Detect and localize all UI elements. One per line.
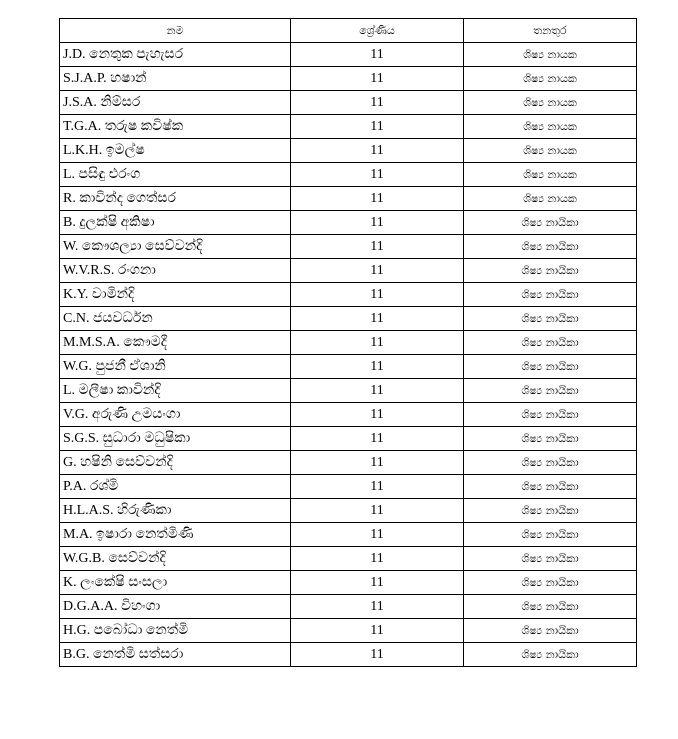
- name-cell: P.A. රශ්මි: [60, 475, 291, 499]
- table-row: [60, 523, 637, 547]
- name-cell: K.Y. වාමින්දි: [60, 283, 291, 307]
- table-row: [60, 283, 637, 307]
- position-cell: ශිෂ්‍ය නායිකා: [464, 595, 637, 619]
- position-cell: ශිෂ්‍ය නායක: [464, 187, 637, 211]
- grade-cell: 11: [291, 259, 464, 283]
- grade-cell: 11: [291, 475, 464, 499]
- name-cell: M.A. ඉෂාරා නෙත්මිණි: [60, 523, 291, 547]
- name-cell: R. කාවින්ද ගෙත්සර: [60, 187, 291, 211]
- name-cell: W.V.R.S. රංගනා: [60, 259, 291, 283]
- name-cell: J.S.A. නිම්සර: [60, 91, 291, 115]
- table-row: [60, 43, 637, 67]
- position-cell: ශිෂ්‍ය නායිකා: [464, 379, 637, 403]
- position-cell: ශිෂ්‍ය නායක: [464, 139, 637, 163]
- name-cell: S.G.S. සුධාරා මධුෂිකා: [60, 427, 291, 451]
- name-cell: C.N. ජයවර්ධන: [60, 307, 291, 331]
- table-row: [60, 475, 637, 499]
- grade-cell: 11: [291, 331, 464, 355]
- column-header-position: තනතුර: [464, 19, 637, 43]
- grade-cell: 11: [291, 235, 464, 259]
- position-cell: ශිෂ්‍ය නායිකා: [464, 571, 637, 595]
- table-row: [60, 307, 637, 331]
- position-cell: ශිෂ්‍ය නායිකා: [464, 259, 637, 283]
- name-cell: L.K.H. ඉමල්ෂ: [60, 139, 291, 163]
- table-row: [60, 331, 637, 355]
- table-header-row: [60, 19, 637, 43]
- grade-cell: 11: [291, 307, 464, 331]
- grade-cell: 11: [291, 499, 464, 523]
- table-row: [60, 571, 637, 595]
- grade-cell: 11: [291, 187, 464, 211]
- grade-cell: 11: [291, 523, 464, 547]
- grade-cell: 11: [291, 643, 464, 667]
- table-row: [60, 499, 637, 523]
- table-row: [60, 115, 637, 139]
- table-row: [60, 619, 637, 643]
- table-row: [60, 547, 637, 571]
- table-row: [60, 163, 637, 187]
- table-row: [60, 427, 637, 451]
- position-cell: ශිෂ්‍ය නායිකා: [464, 499, 637, 523]
- position-cell: ශිෂ්‍ය නායක: [464, 115, 637, 139]
- position-cell: ශිෂ්‍ය නායිකා: [464, 307, 637, 331]
- grade-cell: 11: [291, 163, 464, 187]
- grade-cell: 11: [291, 403, 464, 427]
- position-cell: ශිෂ්‍ය නායිකා: [464, 355, 637, 379]
- position-cell: ශිෂ්‍ය නායක: [464, 163, 637, 187]
- grade-cell: 11: [291, 427, 464, 451]
- table-row: [60, 235, 637, 259]
- position-cell: ශිෂ්‍ය නායිකා: [464, 427, 637, 451]
- name-cell: L. මලීෂා කාවින්දි: [60, 379, 291, 403]
- name-cell: H.G. පබෝධා නෙත්මි: [60, 619, 291, 643]
- table-row: [60, 211, 637, 235]
- grade-cell: 11: [291, 595, 464, 619]
- grade-cell: 11: [291, 379, 464, 403]
- position-cell: ශිෂ්‍ය නායක: [464, 43, 637, 67]
- grade-cell: 11: [291, 571, 464, 595]
- table-row: [60, 643, 637, 667]
- table-row: [60, 451, 637, 475]
- position-cell: ශිෂ්‍ය නායිකා: [464, 475, 637, 499]
- name-cell: G. හෂිනි සෙව්වන්දි: [60, 451, 291, 475]
- name-cell: M.M.S.A. කෞමදී: [60, 331, 291, 355]
- grade-cell: 11: [291, 67, 464, 91]
- table-row: [60, 91, 637, 115]
- name-cell: K. ලංකේෂි සංසලා: [60, 571, 291, 595]
- grade-cell: 11: [291, 355, 464, 379]
- grade-cell: 11: [291, 211, 464, 235]
- grade-cell: 11: [291, 451, 464, 475]
- position-cell: ශිෂ්‍ය නායිකා: [464, 283, 637, 307]
- grade-cell: 11: [291, 619, 464, 643]
- name-cell: H.L.A.S. හිරුණිකා: [60, 499, 291, 523]
- name-cell: S.J.A.P. හෂාන්: [60, 67, 291, 91]
- grade-cell: 11: [291, 115, 464, 139]
- table-body: [60, 43, 637, 667]
- position-cell: ශිෂ්‍ය නායිකා: [464, 451, 637, 475]
- name-cell: L. පසිඳු එරංග: [60, 163, 291, 187]
- student-leaders-table-container: [59, 18, 637, 667]
- position-cell: ශිෂ්‍ය නායිකා: [464, 523, 637, 547]
- grade-cell: 11: [291, 547, 464, 571]
- column-header-name: නම: [60, 19, 291, 43]
- position-cell: ශිෂ්‍ය නායක: [464, 67, 637, 91]
- position-cell: ශිෂ්‍ය නායිකා: [464, 619, 637, 643]
- position-cell: ශිෂ්‍ය නායිකා: [464, 403, 637, 427]
- name-cell: W.G. පුජනී ඒශානි: [60, 355, 291, 379]
- name-cell: W.G.B. සෙව්වන්දි: [60, 547, 291, 571]
- name-cell: J.D. නෙතුක පැහැසර: [60, 43, 291, 67]
- table-row: [60, 355, 637, 379]
- name-cell: T.G.A. තරුෂ කවිෂ්ක: [60, 115, 291, 139]
- name-cell: W. කෞශල්‍යා සෙව්වන්දි: [60, 235, 291, 259]
- position-cell: ශිෂ්‍ය නායිකා: [464, 643, 637, 667]
- column-header-grade: ශ්‍රේණිය: [291, 19, 464, 43]
- name-cell: D.G.A.A. විහංගා: [60, 595, 291, 619]
- table-row: [60, 259, 637, 283]
- table-row: [60, 139, 637, 163]
- table-row: [60, 595, 637, 619]
- position-cell: ශිෂ්‍ය නායක: [464, 91, 637, 115]
- name-cell: B. දුලක්ෂි අකිෂා: [60, 211, 291, 235]
- position-cell: ශිෂ්‍ය නායිකා: [464, 211, 637, 235]
- table-row: [60, 187, 637, 211]
- grade-cell: 11: [291, 139, 464, 163]
- student-leaders-table: [59, 18, 637, 667]
- grade-cell: 11: [291, 91, 464, 115]
- position-cell: ශිෂ්‍ය නායිකා: [464, 547, 637, 571]
- table-row: [60, 67, 637, 91]
- grade-cell: 11: [291, 283, 464, 307]
- position-cell: ශිෂ්‍ය නායිකා: [464, 235, 637, 259]
- table-row: [60, 379, 637, 403]
- name-cell: B.G. නෙත්මි සත්සරා: [60, 643, 291, 667]
- grade-cell: 11: [291, 43, 464, 67]
- table-row: [60, 403, 637, 427]
- position-cell: ශිෂ්‍ය නායිකා: [464, 331, 637, 355]
- name-cell: V.G. අරුණි උමයංගා: [60, 403, 291, 427]
